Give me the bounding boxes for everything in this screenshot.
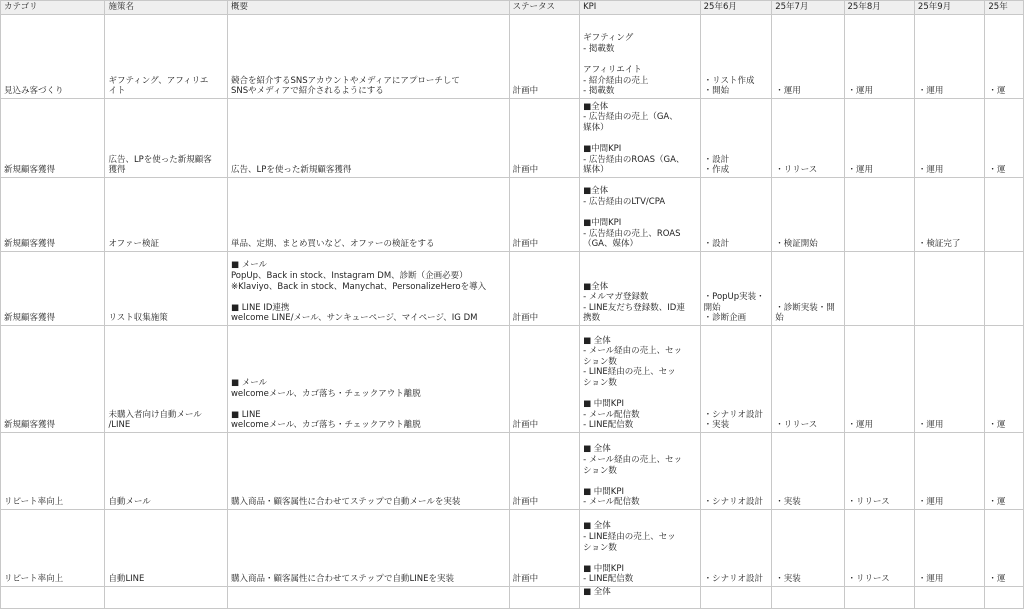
header-status[interactable]: ステータス <box>509 1 579 15</box>
cell-kpi[interactable]: ■全体 - 広告経由のLTV/CPA ■中間KPI - 広告経由の売上、ROAS （GA、媒体） <box>580 178 701 252</box>
cell-2025-10[interactable]: ・運 <box>985 15 1024 99</box>
cell-2025-09[interactable]: ・運用 <box>914 99 984 178</box>
header-2025-06[interactable]: 25年6月 <box>700 1 772 15</box>
header-2025-10[interactable]: 25年 <box>985 1 1024 15</box>
cell-kpi[interactable]: ■全体 - メルマガ登録数 - LINE友だち登録数、ID連 携数 <box>580 252 701 326</box>
cell-kpi[interactable]: ■ 全体 - メール経由の売上、セッ ション数 ■ 中間KPI - メール配信数 <box>580 433 701 510</box>
table-row <box>1 433 1024 510</box>
cell-status[interactable]: 計画中 <box>509 99 579 178</box>
table-row <box>1 252 1024 326</box>
cell-2025-10[interactable]: ・運 <box>985 510 1024 587</box>
cell-summary[interactable] <box>227 587 509 609</box>
cell-category[interactable]: リピート率向上 <box>1 510 105 587</box>
header-2025-09[interactable]: 25年9月 <box>914 1 984 15</box>
table-row <box>1 15 1024 99</box>
cell-summary[interactable]: 単品、定期、まとめ買いなど、オファーの検証をする <box>227 178 509 252</box>
cell-2025-09[interactable]: ・運用 <box>914 433 984 510</box>
cell-kpi[interactable]: ■ 全体 - LINE経由の売上、セッ ション数 ■ 中間KPI - LINE配信数 <box>580 510 701 587</box>
cell-2025-07[interactable] <box>772 587 844 609</box>
cell-2025-06[interactable] <box>700 587 772 609</box>
cell-2025-10[interactable]: ・運 <box>985 326 1024 433</box>
cell-initiative[interactable]: 未購入者向け自動メール /LINE <box>105 326 228 433</box>
cell-2025-07[interactable]: ・実装 <box>772 433 844 510</box>
cell-2025-08[interactable] <box>844 252 914 326</box>
cell-2025-06[interactable]: ・PopUp実装・ 開始 ・診断企画 <box>700 252 772 326</box>
cell-status[interactable]: 計画中 <box>509 178 579 252</box>
cell-2025-06[interactable]: ・リスト作成 ・開始 <box>700 15 772 99</box>
cell-2025-09[interactable]: ・検証完了 <box>914 178 984 252</box>
cell-2025-10[interactable]: ・運 <box>985 99 1024 178</box>
cell-initiative[interactable]: 自動メール <box>105 433 228 510</box>
cell-2025-06[interactable]: ・シナリオ設計 <box>700 433 772 510</box>
cell-initiative[interactable]: ギフティング、アフィリエ イト <box>105 15 228 99</box>
header-2025-08[interactable]: 25年8月 <box>844 1 914 15</box>
cell-initiative[interactable]: オファー検証 <box>105 178 228 252</box>
cell-2025-07[interactable]: ・リリース <box>772 326 844 433</box>
table-row <box>1 587 1024 609</box>
header-kpi[interactable]: KPI <box>580 1 701 15</box>
header-row <box>1 1 1024 15</box>
cell-2025-07[interactable]: ・リリース <box>772 99 844 178</box>
cell-status[interactable] <box>509 587 579 609</box>
cell-status[interactable]: 計画中 <box>509 326 579 433</box>
cell-initiative[interactable]: 自動LINE <box>105 510 228 587</box>
cell-2025-06[interactable]: ・シナリオ設計 ・実装 <box>700 326 772 433</box>
cell-status[interactable]: 計画中 <box>509 252 579 326</box>
cell-initiative[interactable]: リスト収集施策 <box>105 252 228 326</box>
cell-category[interactable]: 新規顧客獲得 <box>1 252 105 326</box>
cell-category[interactable]: 新規顧客獲得 <box>1 99 105 178</box>
cell-summary[interactable]: ■ メール PopUp、Back in stock、Instagram DM、診断（企画必要） ※Klaviyo、Back in stock、Manychat、PersonalizeHeroを導入 ■ LINE ID連携 welcome LINE/メール、サンキューページ、マイページ、IG DM <box>227 252 509 326</box>
cell-2025-08[interactable] <box>844 178 914 252</box>
cell-2025-08[interactable]: ・運用 <box>844 326 914 433</box>
cell-category[interactable]: 新規顧客獲得 <box>1 178 105 252</box>
cell-2025-06[interactable]: ・シナリオ設計 <box>700 510 772 587</box>
cell-2025-07[interactable]: ・診断実装・開 始 <box>772 252 844 326</box>
cell-summary[interactable]: 競合を紹介するSNSアカウントやメディアにアプローチして SNSやメディアで紹介されるようにする <box>227 15 509 99</box>
cell-2025-09[interactable]: ・運用 <box>914 15 984 99</box>
cell-status[interactable]: 計画中 <box>509 433 579 510</box>
cell-2025-07[interactable]: ・検証開始 <box>772 178 844 252</box>
cell-2025-10[interactable] <box>985 587 1024 609</box>
cell-2025-09[interactable] <box>914 587 984 609</box>
table-row <box>1 326 1024 433</box>
cell-2025-10[interactable]: ・運 <box>985 433 1024 510</box>
cell-category[interactable] <box>1 587 105 609</box>
cell-category[interactable]: 新規顧客獲得 <box>1 326 105 433</box>
cell-2025-08[interactable]: ・運用 <box>844 15 914 99</box>
cell-initiative[interactable]: 広告、LPを使った新規顧客 獲得 <box>105 99 228 178</box>
table-row <box>1 99 1024 178</box>
cell-kpi[interactable]: ギフティング - 掲載数 アフィリエイト - 紹介経由の売上 - 掲載数 <box>580 15 701 99</box>
cell-kpi[interactable]: ■全体 - 広告経由の売上（GA、 媒体） ■中間KPI - 広告経由のROAS（GA、 媒体） <box>580 99 701 178</box>
cell-kpi[interactable]: ■ 全体 <box>580 587 701 609</box>
cell-kpi[interactable]: ■ 全体 - メール経由の売上、セッ ション数 - LINE経由の売上、セッ ション数 ■ 中間KPI - メール配信数 - LINE配信数 <box>580 326 701 433</box>
cell-2025-09[interactable]: ・運用 <box>914 510 984 587</box>
cell-2025-10[interactable] <box>985 252 1024 326</box>
cell-summary[interactable]: 広告、LPを使った新規顧客獲得 <box>227 99 509 178</box>
cell-category[interactable]: 見込み客づくり <box>1 15 105 99</box>
cell-2025-08[interactable]: ・リリース <box>844 433 914 510</box>
cell-2025-09[interactable]: ・運用 <box>914 326 984 433</box>
cell-2025-07[interactable]: ・運用 <box>772 15 844 99</box>
cell-2025-08[interactable]: ・運用 <box>844 99 914 178</box>
cell-summary[interactable]: 購入商品・顧客属性に合わせてステップで自動LINEを実装 <box>227 510 509 587</box>
cell-2025-09[interactable] <box>914 252 984 326</box>
cell-summary[interactable]: 購入商品・顧客属性に合わせてステップで自動メールを実装 <box>227 433 509 510</box>
cell-2025-06[interactable]: ・設計 ・作成 <box>700 99 772 178</box>
header-2025-07[interactable]: 25年7月 <box>772 1 844 15</box>
cell-2025-07[interactable]: ・実装 <box>772 510 844 587</box>
header-summary[interactable]: 概要 <box>227 1 509 15</box>
cell-2025-10[interactable] <box>985 178 1024 252</box>
cell-status[interactable]: 計画中 <box>509 15 579 99</box>
header-category[interactable]: カテゴリ <box>1 1 105 15</box>
table-row <box>1 178 1024 252</box>
cell-2025-06[interactable]: ・設計 <box>700 178 772 252</box>
table-row <box>1 510 1024 587</box>
cell-summary[interactable]: ■ メール welcomeメール、カゴ落ち・チェックアウト離脱 ■ LINE welcomeメール、カゴ落ち・チェックアウト離脱 <box>227 326 509 433</box>
cell-2025-08[interactable]: ・リリース <box>844 510 914 587</box>
cell-2025-08[interactable] <box>844 587 914 609</box>
cell-status[interactable]: 計画中 <box>509 510 579 587</box>
cell-category[interactable]: リピート率向上 <box>1 433 105 510</box>
header-initiative[interactable]: 施策名 <box>105 1 228 15</box>
cell-initiative[interactable] <box>105 587 228 609</box>
